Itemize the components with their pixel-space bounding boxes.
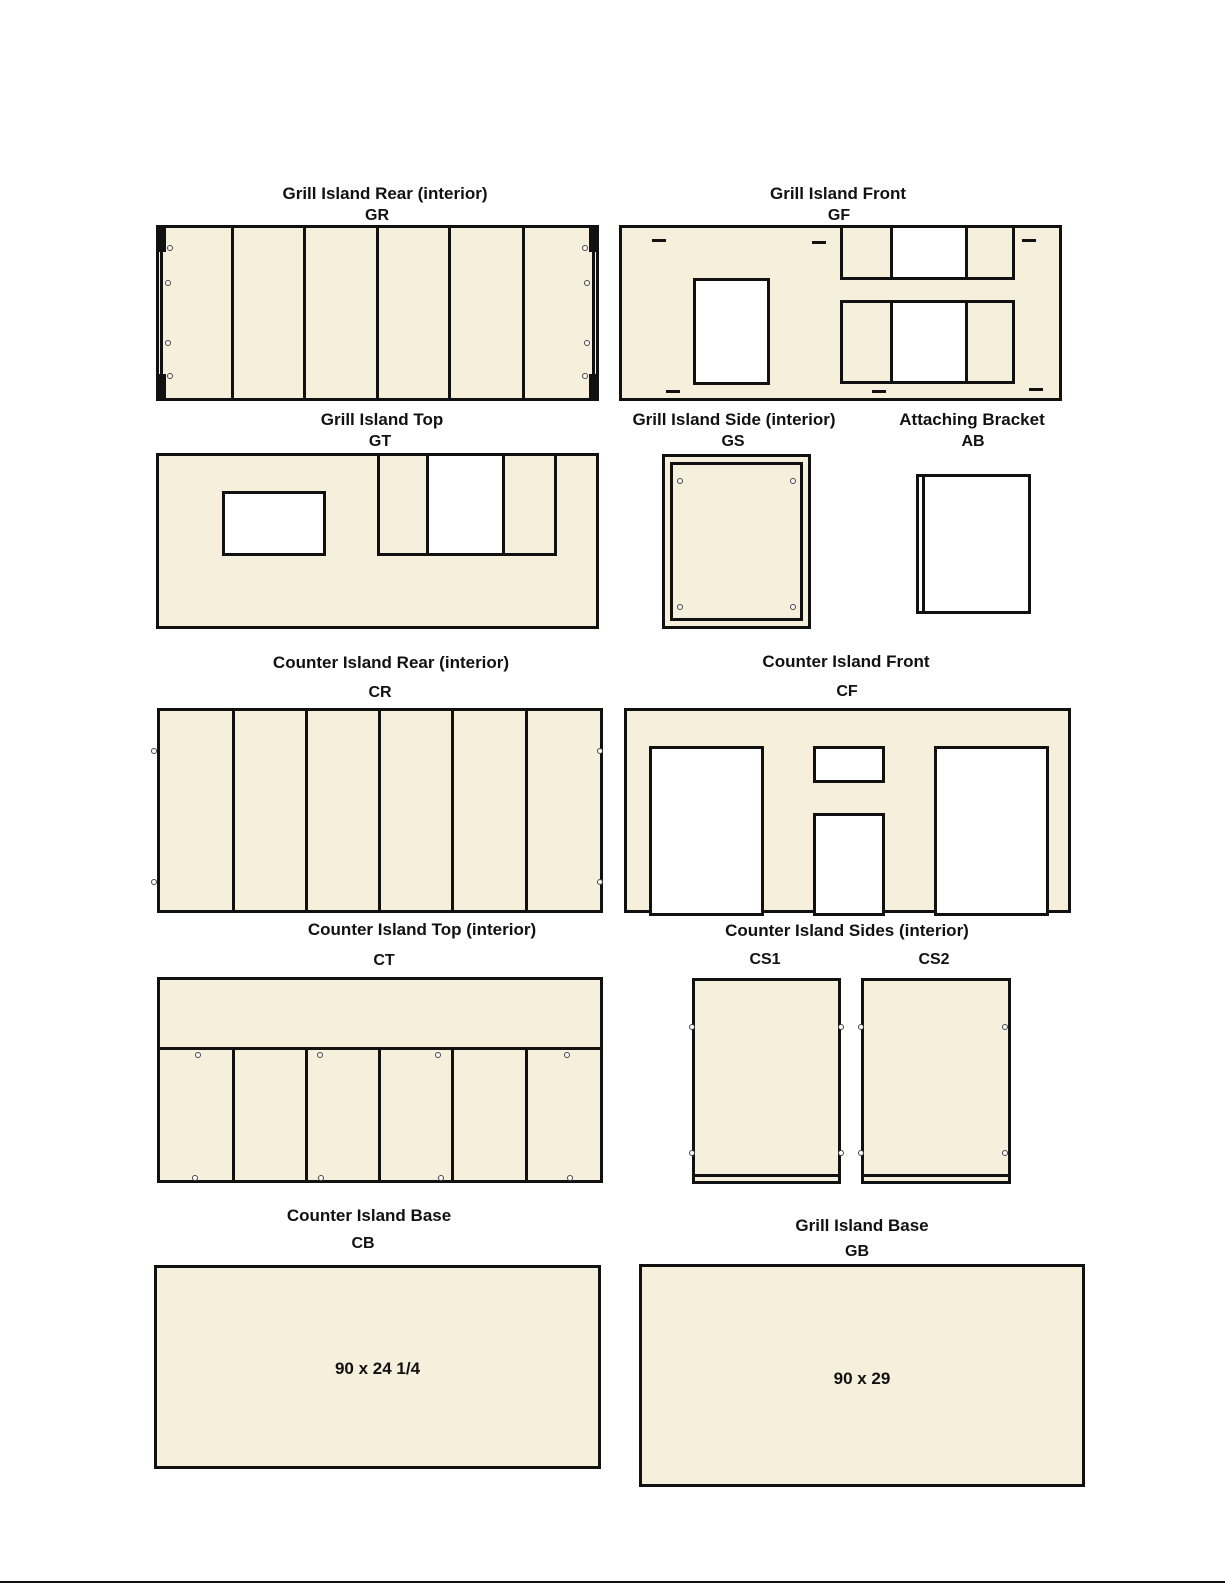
ab-title: Attaching Bracket [899,410,1045,429]
cb-dimension: 90 x 24 1/4 [334,1359,421,1378]
cs2-pin [1002,1150,1008,1156]
cs2-pin [1002,1024,1008,1030]
ct-stud-2 [305,1047,308,1180]
gr-pin [584,340,590,346]
cr-pin [151,748,157,754]
gs-code: GS [721,433,745,450]
ct-stud-4 [451,1047,454,1180]
cs2-code: CS2 [918,951,950,968]
gr-pin [165,340,171,346]
gb-panel [639,1264,1085,1487]
cr-pin [597,879,603,885]
page-bottom-rule [0,1581,1225,1583]
cs1-panel [692,978,841,1184]
cs1-code: CS1 [749,951,781,968]
gr-right-edge [592,229,595,397]
ct-panel [157,977,603,1183]
gr-stud-4 [448,228,451,398]
gt-code: GT [368,433,392,450]
gr-stud-2 [303,228,306,398]
ct-title: Counter Island Top (interior) [307,920,537,939]
gs-panel [662,454,811,629]
ct-code: CT [373,952,395,969]
gs-title: Grill Island Side (interior) [632,410,836,429]
gr-bracket-tl [159,228,166,252]
gr-pin [582,245,588,251]
cs2-pin [858,1024,864,1030]
cf-drawer-cutout [813,746,885,783]
ab-code: AB [961,433,985,450]
gr-pin [167,245,173,251]
gt-title: Grill Island Top [320,410,444,429]
gf-lower-frame [840,300,1015,384]
cr-title: Counter Island Rear (interior) [272,653,510,672]
gf-mark [812,241,826,244]
cb-code: CB [351,1235,375,1252]
cf-right-door-cutout [934,746,1049,916]
gs-pin [790,478,796,484]
cr-code: CR [368,684,392,701]
gf-mark [652,239,666,242]
gt-frame [377,453,557,556]
gt-panel [156,453,599,629]
gf-title: Grill Island Front [769,184,907,203]
ct-pin [192,1175,198,1181]
gs-pin [677,478,683,484]
ct-pin [318,1175,324,1181]
ct-pin [438,1175,444,1181]
ab-bracket [916,474,1031,614]
ct-pin [567,1175,573,1181]
gf-upper-frame [840,225,1015,280]
ct-stud-5 [525,1047,528,1180]
gr-title: Grill Island Rear (interior) [282,184,488,203]
cs-title: Counter Island Sides (interior) [725,921,969,940]
cf-code: CF [836,683,858,700]
cr-stud-5 [525,711,528,910]
ct-pin [564,1052,570,1058]
gf-mark [1022,239,1036,242]
cs1-pin [838,1024,844,1030]
gr-bracket-tr [589,228,596,252]
ct-pin [317,1052,323,1058]
cf-center-door-cutout [813,813,885,916]
gf-mark [666,390,680,393]
cs1-pin [838,1150,844,1156]
gr-left-edge [160,229,163,397]
cr-pin [151,879,157,885]
cb-title: Counter Island Base [286,1206,452,1225]
gf-panel [619,225,1062,401]
cs2-base-line [864,1174,1008,1177]
cr-panel [157,708,603,913]
cs1-pin [689,1150,695,1156]
gf-mark [1029,388,1043,391]
cr-stud-3 [378,711,381,910]
gb-code: GB [845,1243,869,1260]
ct-stud-3 [378,1047,381,1180]
gr-bracket-br [589,374,596,398]
gr-panel [156,225,599,401]
cr-stud-1 [232,711,235,910]
gf-mark [872,390,886,393]
gf-door-cutout [693,278,770,385]
gr-code: GR [365,207,389,224]
gt-cutout [222,491,326,556]
gt-frame-cutout [426,453,505,556]
cr-stud-2 [305,711,308,910]
gr-stud-3 [376,228,379,398]
gr-stud-1 [231,228,234,398]
cs1-pin [689,1024,695,1030]
gr-pin [582,373,588,379]
ct-pin [435,1052,441,1058]
cf-panel [624,708,1071,913]
gb-title: Grill Island Base [795,1216,929,1235]
gr-pin [165,280,171,286]
gf-lower-cutout [890,300,968,384]
cs2-panel [861,978,1011,1184]
gs-inner-frame [670,462,803,621]
cs1-base-line [695,1174,838,1177]
ct-pin [195,1052,201,1058]
gs-pin [677,604,683,610]
cs2-pin [858,1150,864,1156]
cr-stud-4 [451,711,454,910]
gr-pin [584,280,590,286]
cr-pin [597,748,603,754]
cf-title: Counter Island Front [762,652,930,671]
ab-bracket-flange [922,477,925,611]
gb-dimension: 90 x 29 [833,1369,891,1388]
gr-bracket-bl [159,374,166,398]
gf-upper-cutout [890,225,968,280]
gf-code: GF [827,207,851,224]
gr-pin [167,373,173,379]
gr-stud-5 [522,228,525,398]
cf-left-door-cutout [649,746,764,916]
ct-stud-1 [232,1047,235,1180]
gs-pin [790,604,796,610]
cb-panel [154,1265,601,1469]
